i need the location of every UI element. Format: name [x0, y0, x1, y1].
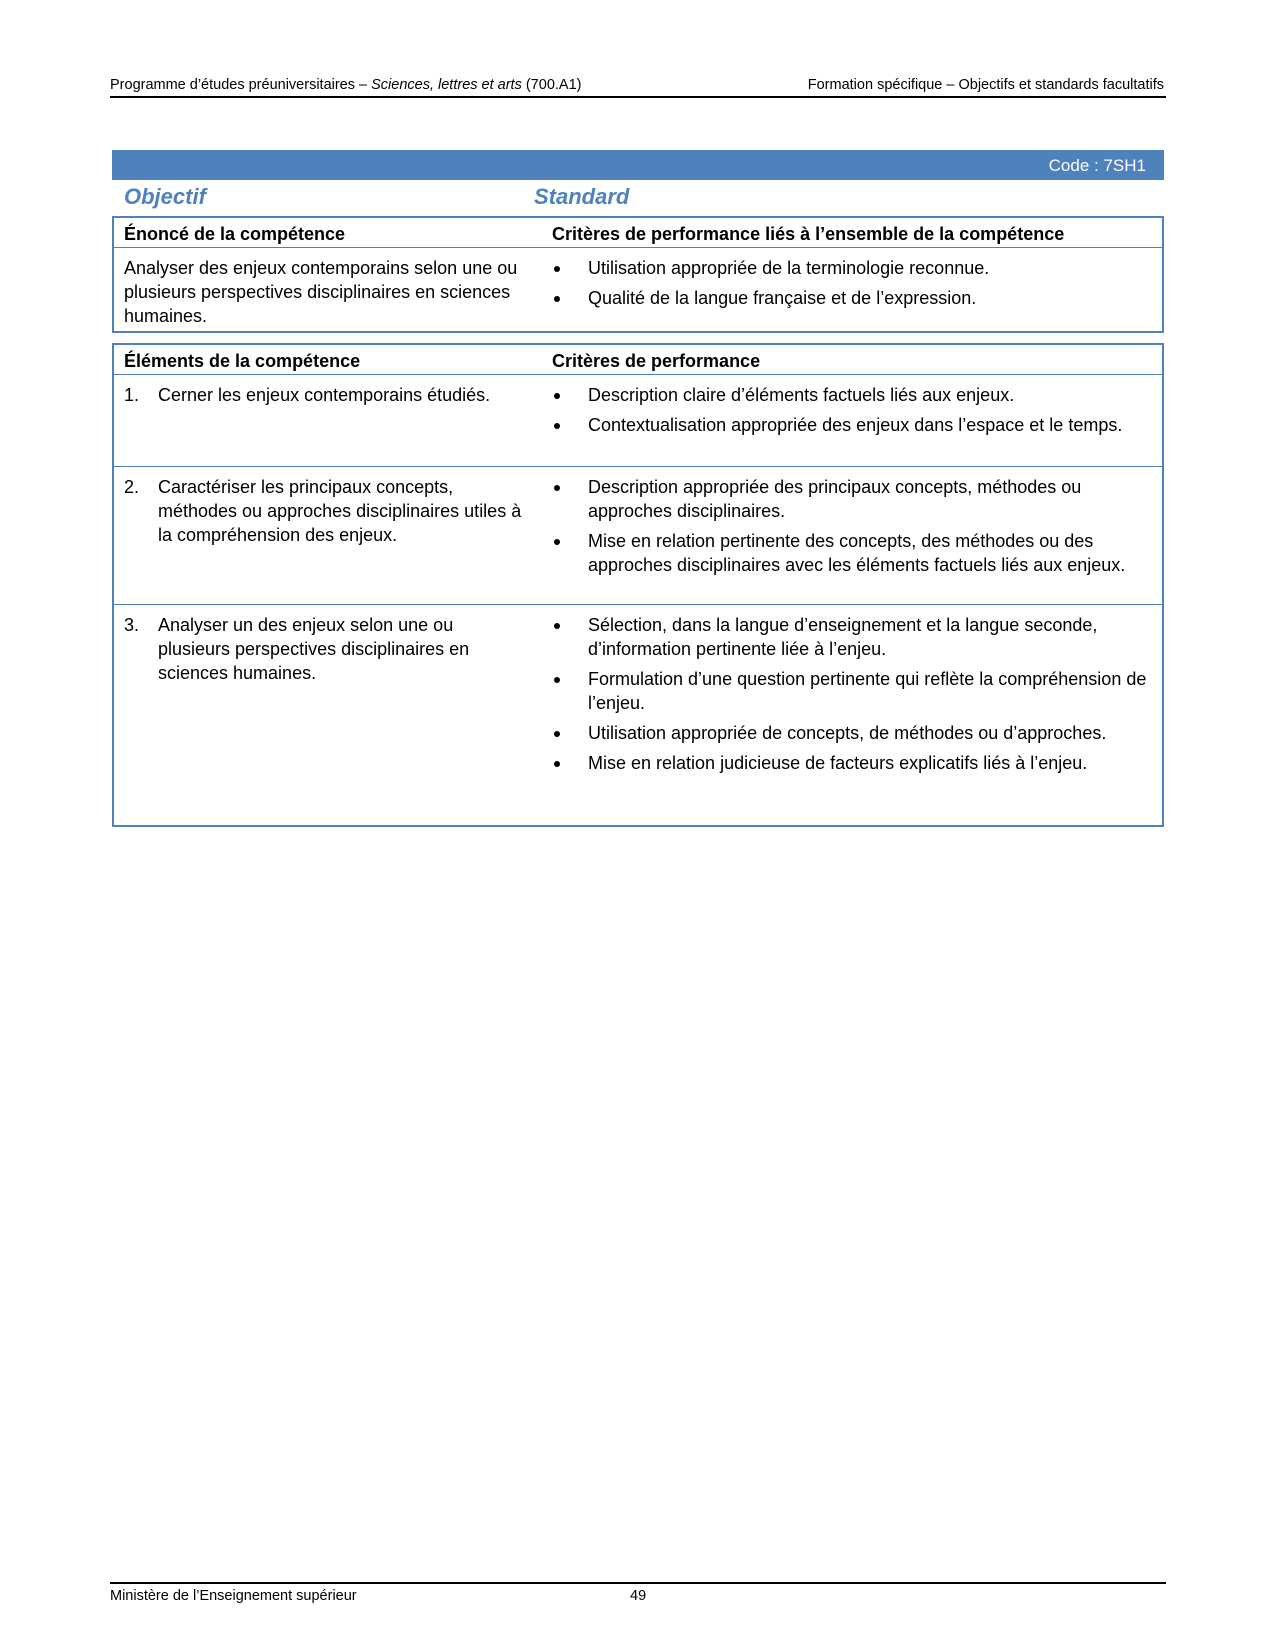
list-item — [552, 751, 1152, 775]
bullet-icon — [554, 539, 560, 545]
elements-header: Éléments de la compétence — [124, 351, 361, 371]
competence-header-row — [114, 218, 1162, 248]
header-section: Formation spécifique – Objectifs et standards facultatifs — [807, 77, 1164, 93]
criterion-text: Sélection, dans la langue d’enseignement et la langue seconde, d’information pertinente liée à l’enjeu. — [588, 615, 1098, 659]
bullet-icon — [554, 393, 560, 399]
element-criteria-list — [552, 475, 1152, 583]
competence-statement: Analyser des enjeux contemporains selon une ou plusieurs perspectives disciplinaires en sciences humaines. — [124, 258, 518, 326]
criterion-text: Utilisation appropriée de concepts, de méthodes ou d’approches. — [588, 723, 1107, 743]
criterion-text: Description appropriée des principaux concepts, méthodes ou approches disciplinaires. — [588, 477, 1082, 521]
header-program-code: (700.A1) — [521, 77, 582, 93]
element-text: Analyser un des enjeux selon une ou plusieurs perspectives disciplinaires en sciences humaines. — [158, 615, 470, 683]
list-item — [552, 413, 1152, 437]
element-number: 2. — [124, 477, 140, 497]
criterion-text: Utilisation appropriée de la terminologie reconnue. — [588, 258, 990, 278]
criterion-text: Description claire d’éléments factuels liés aux enjeux. — [588, 385, 1015, 405]
element-text: Caractériser les principaux concepts, méthodes ou approches disciplinaires utiles à la compréhension des enjeux. — [158, 477, 522, 545]
performance-header: Critères de performance — [552, 351, 761, 371]
criteria-header: Critères de performance liés à l’ensemble de la compétence — [552, 224, 1065, 244]
criterion-text: Qualité de la langue française et de l’expression. — [588, 288, 977, 308]
table-row — [114, 605, 1162, 825]
footer-ministry: Ministère de l’Enseignement supérieur — [110, 1588, 357, 1604]
list-item — [552, 667, 1152, 715]
competence-criteria-list — [552, 256, 1152, 316]
list-item — [552, 286, 1152, 310]
list-item — [552, 613, 1152, 661]
header-program-prefix: Programme d’études préuniversitaires – — [110, 77, 372, 93]
list-item — [552, 383, 1152, 407]
statement-header: Énoncé de la compétence — [124, 224, 346, 244]
element-criteria-list — [552, 613, 1152, 781]
criterion-text: Contextualisation appropriée des enjeux dans l’espace et le temps. — [588, 415, 1123, 435]
bullet-icon — [554, 266, 560, 272]
competence-table — [112, 216, 1164, 333]
bullet-icon — [554, 731, 560, 737]
element-text: Cerner les enjeux contemporains étudiés. — [158, 385, 491, 405]
element-criteria-list — [552, 383, 1152, 443]
criterion-text: Mise en relation pertinente des concepts, des méthodes ou des approches disciplinaires avec les éléments factuels liés aux enjeux. — [588, 531, 1126, 575]
elements-header-row — [114, 345, 1162, 375]
list-item — [552, 475, 1152, 523]
table-row — [114, 467, 1162, 605]
elements-table — [112, 343, 1164, 827]
page-footer — [110, 1582, 1166, 1606]
bullet-icon — [554, 761, 560, 767]
page-header — [110, 76, 1166, 98]
bullet-icon — [554, 677, 560, 683]
list-item — [552, 529, 1152, 577]
standard-label: Standard — [534, 184, 630, 209]
competence-code: Code : 7SH1 — [1048, 156, 1146, 175]
bullet-icon — [554, 485, 560, 491]
header-program-name: Sciences, lettres et arts — [371, 77, 522, 93]
bullet-icon — [554, 423, 560, 429]
criterion-text: Formulation d’une question pertinente qui reflète la compréhension de l’enjeu. — [588, 669, 1147, 713]
page-number: 49 — [630, 1588, 647, 1604]
element-number: 1. — [124, 385, 140, 405]
objectif-label: Objectif — [124, 184, 206, 209]
code-bar — [112, 150, 1164, 180]
table-row — [114, 375, 1162, 467]
list-item — [552, 256, 1152, 280]
bullet-icon — [554, 623, 560, 629]
header-program — [110, 77, 581, 93]
criterion-text: Mise en relation judicieuse de facteurs explicatifs liés à l’enjeu. — [588, 753, 1088, 773]
list-item — [552, 721, 1152, 745]
section-labels — [124, 184, 1164, 214]
bullet-icon — [554, 296, 560, 302]
element-number: 3. — [124, 615, 140, 635]
